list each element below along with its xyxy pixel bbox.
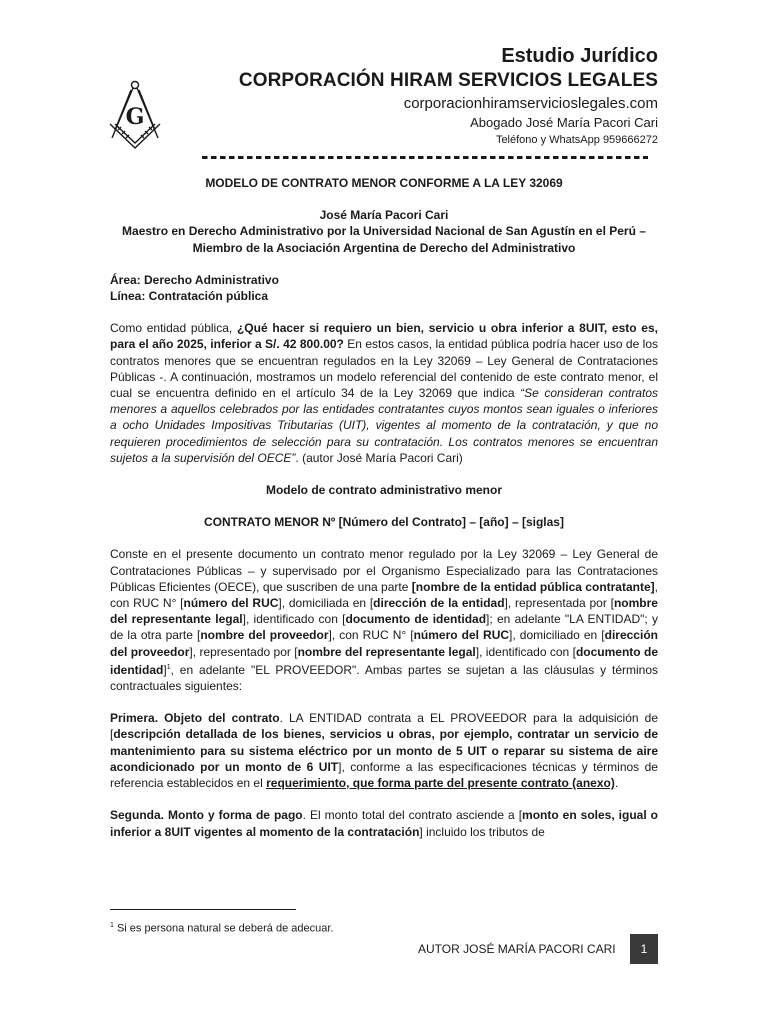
intro-paragraph: Como entidad pública, ¿Qué hacer si requiero un bien, servicio u obra inferior a 8UIT, esto es, para el año 2025, inferior a S/. 42 800.00? En estos casos, la entidad pública podría hacer uso de los contratos menores que se encuentran regulados en la Ley 32069 – Ley General de Contrataciones Públicas -. A continuación, mostramos un modelo referencial del contenido de este contrato menor, el cual se encuentra definido en el artículo 34 de la Ley 32069 que indica “Se consideran contratos menores a aquellos celebrados por las entidades contratantes cuyos montos sean iguales o inferiores a ocho Unidades Impositivas Tributarias (UIT), vigentes al momento de la contratación, y que no requieren procedimientos de selección para su contratación. Los contratos menores se encuentran sujetos a la supervisión del OECE”. (autor José María Pacori Cari) bbox=[110, 321, 659, 465]
contract-heading: CONTRATO MENOR Nº [Número del Contrato] – [año] – [siglas] bbox=[204, 515, 564, 530]
company-name: CORPORACIÓN HIRAM SERVICIOS LEGALES bbox=[238, 70, 658, 91]
model-heading: Modelo de contrato administrativo menor bbox=[265, 483, 503, 498]
dashed-divider bbox=[202, 156, 648, 159]
clause-second: Segunda. Monto y forma de pago. El monto total del contrato asciende a [monto en soles, igual o inferior a 8UIT vigentes al momento de la contratación] incluido los tributos de bbox=[110, 808, 659, 839]
line-label: Línea: Contratación pública bbox=[110, 289, 269, 304]
footer-author: AUTOR JOSÉ MARÍA PACORI CARI bbox=[418, 942, 616, 956]
letterhead bbox=[239, 44, 658, 148]
footnote-separator bbox=[110, 909, 296, 910]
svg-text:G: G bbox=[125, 104, 145, 130]
website[interactable]: corporacionhiramservicioslegales.com bbox=[403, 95, 658, 112]
phone: Teléfono y WhatsApp 959666272 bbox=[495, 134, 658, 146]
document-body bbox=[110, 175, 658, 840]
document-title: MODELO DE CONTRATO MENOR CONFORME A LA LEY 32069 bbox=[205, 176, 563, 190]
page-number: 1 bbox=[630, 934, 658, 964]
square-and-compass-logo-icon bbox=[106, 78, 164, 152]
studio-name: Estudio Jurídico bbox=[501, 45, 658, 67]
area-label: Área: Derecho Administrativo bbox=[110, 272, 279, 287]
author-credentials: Maestro en Derecho Administrativo por la Universidad Nacional de San Agustín en el Perú – Miembro de la Asociación Argentina de Derecho del Administrativo bbox=[122, 224, 646, 255]
footnote-ref[interactable]: 1 bbox=[166, 663, 171, 671]
parties-paragraph: Conste en el presente documento un contrato menor regulado por la Ley 32069 – Ley General de Contrataciones Públicas – y supervisado por el Organismo Especializado para las Contrataciones Públicas Eficientes (OECE), que suscriben de una parte [nombre de la entidad pública contratante], con RUC N° [número del RUC], domiciliada en [dirección de la entidad], representada por [nombre del representante legal], identificado con [documento de identidad]; en adelante "LA ENTIDAD"; y de la otra parte [nombre del proveedor], con RUC N° [número del RUC], domiciliado en [dirección del proveedor], representado por [nombre del representante legal], identificado con [documento de identidad]$^1$, en adelante "EL PROVEEDOR". Ambas partes se sujetan a las cláusulas y términos contractuales siguientes: bbox=[110, 547, 659, 694]
lawyer-name: Abogado José María Pacori Cari bbox=[470, 115, 658, 130]
clause-first: Primera. Objeto del contrato. LA ENTIDAD contrata a EL PROVEEDOR para la adquisición de [descripción detallada de los bienes, servicios u obras, por ejemplo, contratar un servicio de mantenimiento para su sistema eléctrico por un monto de 5 UIT o reparar su sistema de aire acondicionado por un monto de 6 UIT], conforme a las especificaciones técnicas y términos de referencia establecidos en el requerimiento, que forma parte del presente contrato (anexo). bbox=[110, 711, 658, 791]
author-name: José María Pacori Cari bbox=[319, 208, 449, 223]
footnote: $^1$ Si es persona natural se deberá de adecuar. bbox=[110, 922, 334, 935]
